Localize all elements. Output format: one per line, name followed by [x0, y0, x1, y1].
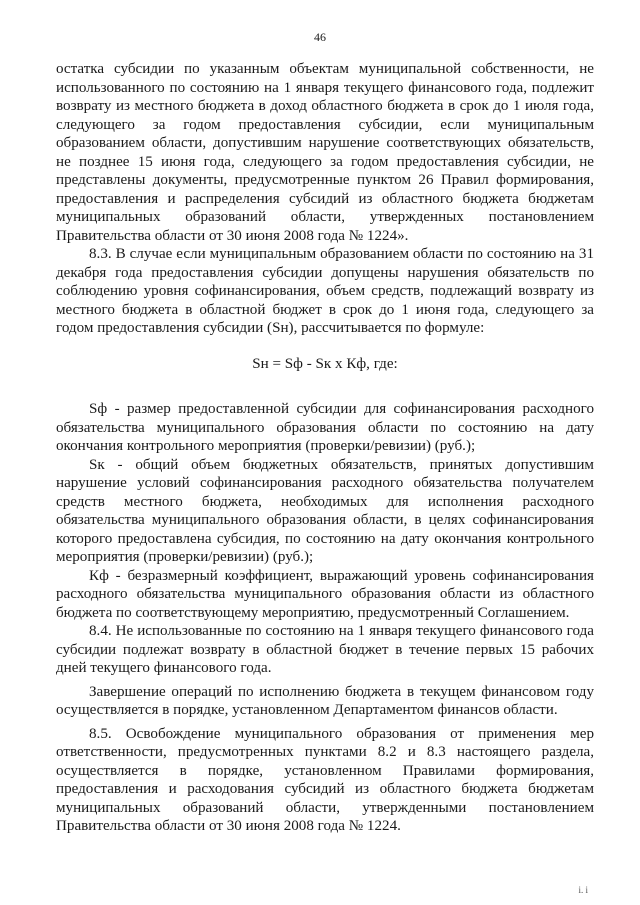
page-number: 46 — [314, 30, 326, 44]
paragraph-budget-completion: Завершение операций по исполнению бюджета в текущем финансовом году осуществляется в порядке, установленном Департаментом финансов области. — [56, 683, 594, 718]
definition-sk: Sк - общий объем бюджетных обязательств, принятых допустившим нарушение условий софинансирования расходного обязательства получателем средств местного бюджета, необходимых для исполнения расходного обязательства муниципального образования области, в целях софинансирования которого предоставлена субсидия, по состоянию на дату окончания контрольного мероприятия (проверки/ревизии) (руб.); — [56, 456, 594, 565]
corner-mark: i. i — [578, 885, 588, 895]
definition-kf: Кф - безразмерный коэффициент, выражающий уровень софинансирования расходного обязательства муниципального образования области из областного бюджета по соответствующему мероприятию, предусмотренный Соглашением. — [56, 567, 594, 621]
paragraph-8-5: 8.5. Освобождение муниципального образования от применения мер ответственности, предусмотренных пунктами 8.2 и 8.3 настоящего раздела, осуществляется в порядке, установленном Правилами формирования, предоставления и расходования субсидий из областного бюджета бюджетам муниципальных образований области, утвержденными постановлением Правительства области от 30 июня 2008 года № 1224. — [56, 725, 594, 834]
definition-sf: Sф - размер предоставленной субсидии для софинансирования расходного обязательства муниципального образования области по состоянию на дату окончания контрольного мероприятия (проверки/ревизии) (руб.); — [56, 401, 594, 454]
paragraph-8-4: 8.4. Не использованные по состоянию на 1 января текущего финансового года субсидии подлежат возврату в областной бюджет в течение первых 15 рабочих дней текущего финансового года. — [56, 623, 594, 676]
formula: Sн = Sф - Sк х Кф, где: — [252, 355, 398, 372]
paragraph-subsidy-remainder: остатка субсидии по указанным объектам муниципальной собственности, не использованного по состоянию на 1 января текущего финансового года, подлежит возврату из местного бюджета в доход областного бюджета в срок до 1 июля года, следующего за годом предоставления субсидии, если муниципальным образованием области, допустившим нарушение соответствующих обязательств, не позднее 15 июня года, следующего за годом предоставления субсидии, не представлены документы, предусмотренные пунктом 26 Правил формирования, предоставления и распределения субсидий из областного бюджета бюджетам муниципальных образований области, утвержденных постановлением Правительства области от 30 июня 2008 года № 1224». — [56, 61, 594, 244]
document-body — [56, 60, 594, 836]
paragraph-8-3: 8.3. В случае если муниципальным образованием области по состоянию на 31 декабря года предоставления субсидии допущены нарушения обязательств по соблюдению уровня софинансирования, объем средств, подлежащий возврату из местного бюджета в областной бюджет в срок до 1 июня года, следующего за годом предоставления субсидии (Sн), рассчитывается по формуле: — [56, 246, 594, 336]
